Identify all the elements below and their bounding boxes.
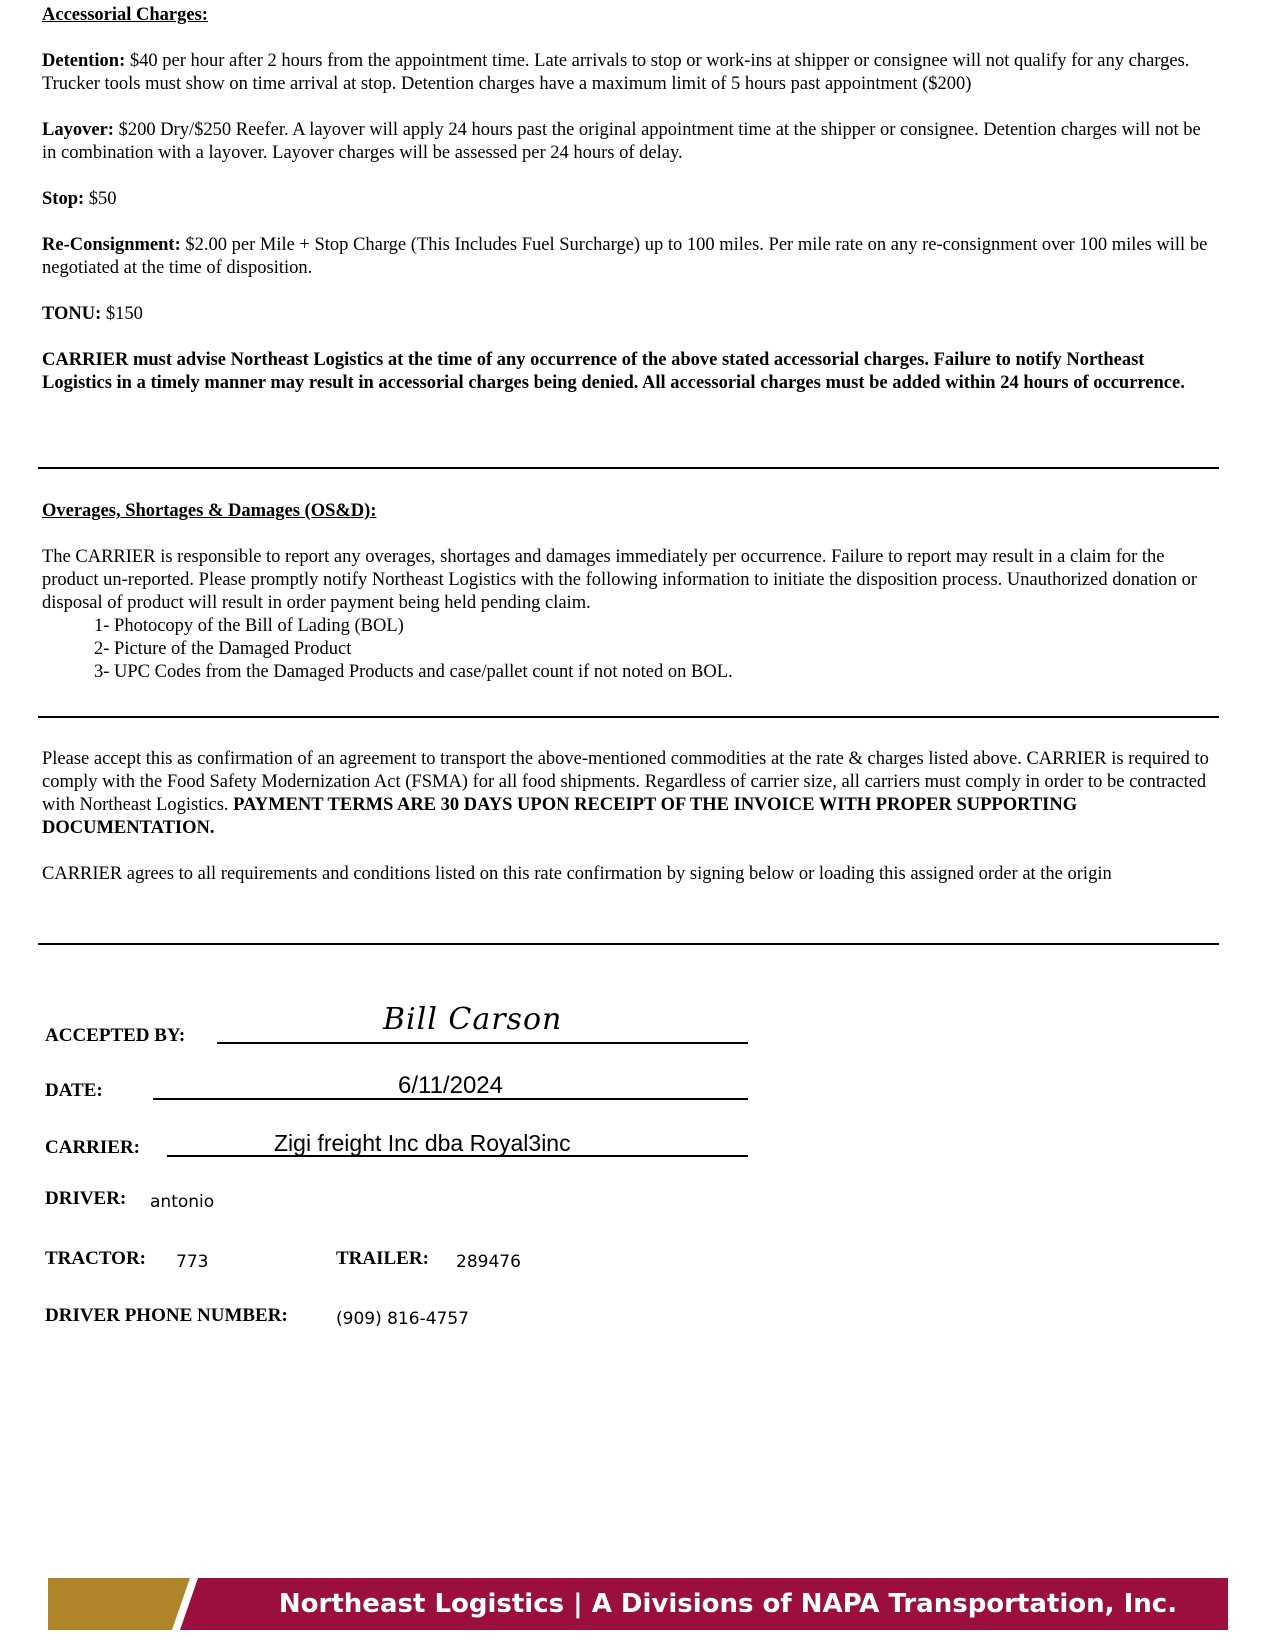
- footer-banner: [48, 1578, 1228, 1630]
- osd-section: [42, 500, 1212, 684]
- section-divider: [38, 716, 1219, 718]
- accessorial-notice: CARRIER must advise Northeast Logistics at the time of any occurrence of the above stated accessorial charges. Failure to notify Northeast Logistics in a timely manner may result in accessorial charges being denied. All accessorial charges must be added within 24 hours of occurrence.: [42, 350, 1185, 393]
- reconsignment-paragraph: [42, 234, 1212, 280]
- confirmation-section: [42, 748, 1212, 886]
- stop-text: $50: [84, 189, 117, 209]
- detention-label: Detention:: [42, 51, 126, 71]
- driver-value: antonio: [150, 1192, 215, 1212]
- osd-text: The CARRIER is responsible to report any overages, shortages and damages immediately per occurrence. Failure to report may result in a claim for the product un-reported. Please promptly notify Northeast Logistics with the following information to initiate the disposition process. Unauthorized donation or disposal of product will result in order payment being held pending claim.: [42, 547, 1198, 613]
- carrier-label: CARRIER:: [45, 1137, 140, 1158]
- accessorial-section: [42, 4, 1212, 395]
- driver-label: DRIVER:: [45, 1188, 127, 1209]
- trailer-value: 289476: [456, 1252, 521, 1272]
- date-label: DATE:: [45, 1080, 103, 1101]
- date-value: 6/11/2024: [398, 1072, 503, 1099]
- confirmation-paragraph: [42, 748, 1212, 840]
- osd-list-item: 3- UPC Codes from the Damaged Products and case/pallet count if not noted on BOL.: [94, 662, 733, 682]
- section-divider: [38, 467, 1219, 469]
- accepted-by-line[interactable]: [217, 1042, 748, 1044]
- accessorial-heading: Accessorial Charges:: [42, 5, 208, 25]
- phone-label: DRIVER PHONE NUMBER:: [45, 1305, 288, 1326]
- layover-text: $200 Dry/$250 Reefer. A layover will apply 24 hours past the original appointment time at the shipper or consignee. Detention charges will not be in combination with a layover. Layover charges will be assessed per 24 hours of delay.: [42, 120, 1201, 163]
- payment-terms: PAYMENT TERMS ARE 30 DAYS UPON RECEIPT OF THE INVOICE WITH PROPER SUPPORTING DOCUMENTATION.: [42, 795, 1078, 838]
- tonu-text: $150: [101, 304, 143, 324]
- stop-label: Stop:: [42, 189, 85, 209]
- tonu-label: TONU:: [42, 304, 102, 324]
- reconsignment-label: Re-Consignment:: [42, 235, 181, 255]
- accepted-by-label: ACCEPTED BY:: [45, 1025, 186, 1046]
- osd-list: [42, 615, 1212, 684]
- confirmation-text: Please accept this as confirmation of an agreement to transport the above-mentioned commodities at the rate & charges listed above. CARRIER is required to comply with the Food Safety Modernization Act (FSMA) for all food shipments. Regardless of carrier size, all carriers must comply in order to be contracted with Northeast Logistics.: [42, 749, 1209, 815]
- detention-text: $40 per hour after 2 hours from the appointment time. Late arrivals to stop or work-ins at shipper or consignee will not qualify for any charges. Trucker tools must show on time arrival at stop. Detention charges have a maximum limit of 5 hours past appointment ($200): [42, 51, 1190, 94]
- tractor-value: 773: [176, 1252, 209, 1272]
- handwritten-signature: Bill Carson: [383, 1002, 563, 1037]
- trailer-label: TRAILER:: [336, 1248, 429, 1269]
- section-divider: [38, 943, 1219, 945]
- stop-paragraph: [42, 188, 1212, 211]
- osd-list-item: 1- Photocopy of the Bill of Lading (BOL): [94, 616, 404, 636]
- tonu-paragraph: [42, 303, 1212, 326]
- reconsignment-text: $2.00 per Mile + Stop Charge (This Includes Fuel Surcharge) up to 100 miles. Per mile rate on any re-consignment over 100 miles will be negotiated at the time of disposition.: [42, 235, 1208, 278]
- agreement-text: CARRIER agrees to all requirements and conditions listed on this rate confirmation by signing below or loading this assigned order at the origin: [42, 864, 1112, 884]
- footer-gold-block: [48, 1578, 190, 1630]
- phone-value: (909) 816-4757: [336, 1309, 469, 1329]
- osd-heading: Overages, Shortages & Damages (OS&D):: [42, 501, 377, 521]
- layover-label: Layover:: [42, 120, 114, 140]
- footer-text: Northeast Logistics | A Divisions of NAPA Transportation, Inc.: [278, 1589, 1178, 1619]
- detention-paragraph: [42, 50, 1212, 96]
- layover-paragraph: [42, 119, 1212, 165]
- tractor-label: TRACTOR:: [45, 1248, 146, 1269]
- carrier-value: Zigi freight Inc dba Royal3inc: [274, 1130, 571, 1156]
- osd-list-item: 2- Picture of the Damaged Product: [94, 639, 352, 659]
